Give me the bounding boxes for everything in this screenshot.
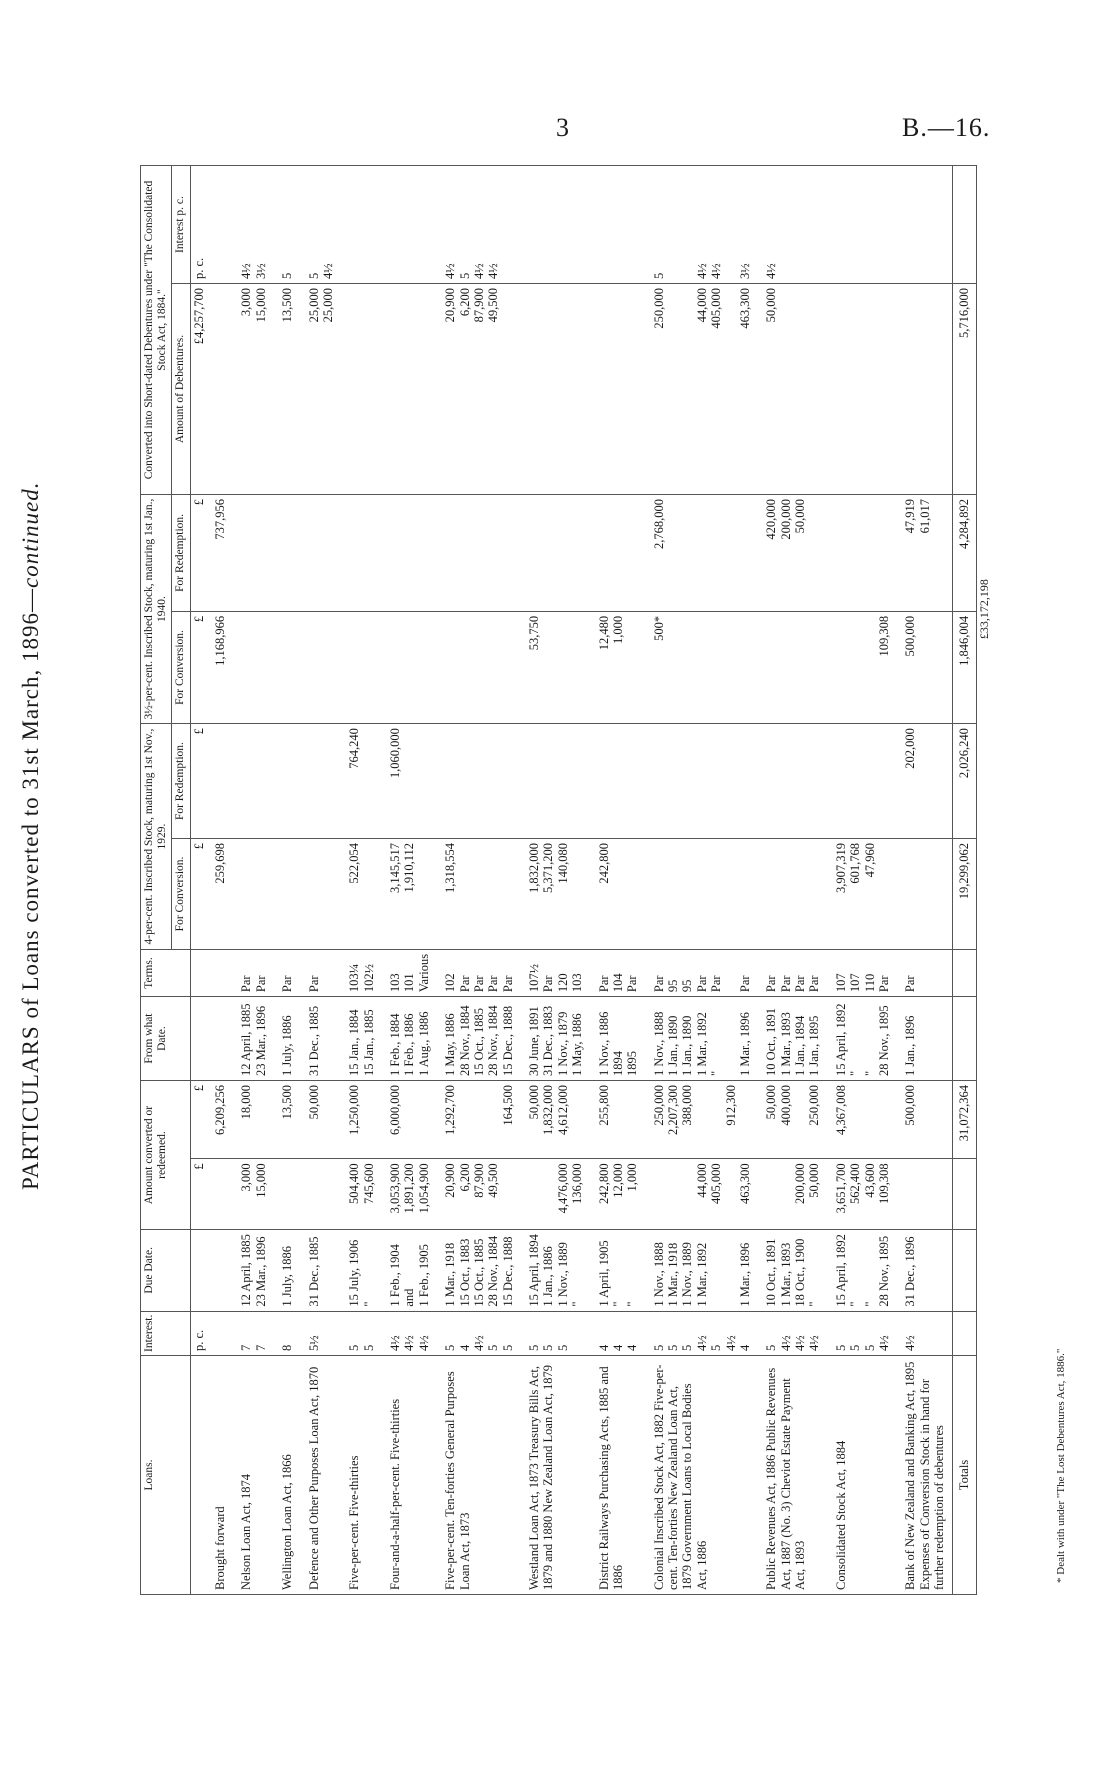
cell-deb: 13,500 (274, 284, 300, 495)
cell-int: 7 7 (233, 1311, 274, 1355)
cell-r35: 737,956 (207, 495, 233, 612)
cell-c35: 109,308 (828, 611, 898, 723)
title-suffix: continued. (18, 481, 43, 588)
cell-loan: Consolidated Stock Act, 1884 (828, 1356, 898, 1595)
cell-r35: 420,000 200,000 50,000 (758, 495, 828, 612)
col-35pc-redemption: For Redemption. (172, 495, 190, 612)
cell-terms: Par Par (233, 949, 274, 996)
footnote: * Dealt with under "The Lost Debentures Act, 1886." (1055, 1348, 1067, 1583)
cell-int: 5 5 (341, 1311, 382, 1355)
cell-r4 (758, 724, 828, 839)
col-interest: Interest. (141, 1311, 191, 1355)
cell-int: 5½ (301, 1311, 342, 1355)
cell-c4: 1,318,554 (437, 839, 521, 950)
cell-c4 (646, 839, 759, 950)
cell-int: 5 5 5 4½ 5 4½ 4 (646, 1311, 759, 1355)
cell-dint: 4½ 3½ (233, 166, 274, 284)
grand-total-row (976, 166, 992, 1595)
cell-due: 15 April, 1892 " " 28 Nov., 1895 (828, 1230, 898, 1312)
cell-loan: Brought forward (207, 1356, 233, 1595)
units-pc: p. c. (190, 166, 207, 284)
cell-dint: 5 4½ (301, 166, 342, 284)
cell-amt2: 255,800 (591, 1081, 646, 1159)
cell-from: 12 April, 1885 23 Mar., 1896 (233, 997, 274, 1081)
cell-r35 (233, 495, 274, 612)
units-cell (190, 1230, 207, 1312)
loans-table-area (140, 165, 1100, 1595)
col-due-date: Due Date. (141, 1230, 191, 1312)
cell-amt2: 13,500 (274, 1081, 300, 1159)
cell-terms: Par 95 95 Par Par Par (646, 949, 759, 996)
units-pound: £ (190, 839, 207, 950)
table-row (646, 166, 759, 1595)
cell-c4: 3,145,517 1,910,112 (382, 839, 437, 950)
cell-c35: 500,000 (897, 611, 953, 723)
cell-deb (207, 284, 233, 495)
table-row (521, 166, 591, 1595)
cell-dint: 5 (274, 166, 300, 284)
cell-amt1: 3,000 15,000 (233, 1159, 274, 1230)
cell-terms: Par (274, 949, 300, 996)
units-pound: £ (190, 1159, 207, 1230)
cell-int: 5 5 5 4½ (828, 1311, 898, 1355)
totals-cell (953, 1311, 976, 1355)
cell-deb: 25,000 25,000 (301, 284, 342, 495)
cell-r4: 202,000 (897, 724, 953, 839)
units-pound: £ (190, 611, 207, 723)
cell-from: 1 July, 1886 (274, 997, 300, 1081)
cell-int (207, 1311, 233, 1355)
cell-c35 (758, 611, 828, 723)
cell-c35: 53,750 (521, 611, 591, 723)
cell-amt2: 6,209,256 (207, 1081, 233, 1159)
totals-35pc-redemption: 4,284,892 (953, 495, 976, 612)
cell-due: 31 Dec., 1896 (897, 1230, 953, 1312)
cell-from: 31 Dec., 1885 (301, 997, 342, 1081)
units-first-debenture: £4,257,700 (190, 284, 207, 495)
totals-4pc-redemption: 2,026,240 (953, 724, 976, 839)
cell-due: 1 April, 1905 " " (591, 1230, 646, 1312)
cell-from: 1 Jan., 1896 (897, 997, 953, 1081)
totals-cell (953, 949, 976, 996)
cell-int: 5 4½ 4½ 4½ (758, 1311, 828, 1355)
cell-c4 (233, 839, 274, 950)
loans-table (140, 165, 993, 1595)
cell-c35 (301, 611, 342, 723)
cell-c35 (437, 611, 521, 723)
cell-c4: 242,800 (591, 839, 646, 950)
cell-r4: 764,240 (341, 724, 382, 839)
cell-dint: 4½ 5 4½ 4½ (437, 166, 521, 284)
cell-r4 (233, 724, 274, 839)
table-row (758, 166, 828, 1595)
totals-cell (953, 997, 976, 1081)
cell-c35 (382, 611, 437, 723)
cell-from: 1 Nov., 1888 1 Jan., 1890 1 Jan., 1890 1 Mar., 1892 " 1 Mar., 1896 (646, 997, 759, 1081)
units-pc: p. c. (190, 1311, 207, 1355)
cell-from: 15 Jan., 1884 15 Jan., 1885 (341, 997, 382, 1081)
cell-c35 (274, 611, 300, 723)
cell-loan: Defence and Other Purposes Loan Act, 1870 (301, 1356, 342, 1595)
table-row (382, 166, 437, 1595)
cell-due: 1 July, 1886 (274, 1230, 300, 1312)
totals-amount-converted: 31,072,364 (953, 1081, 976, 1159)
col-loans: Loans. (141, 1356, 191, 1595)
cell-deb (591, 284, 646, 495)
cell-c35: 1,168,966 (207, 611, 233, 723)
page-title (18, 481, 52, 1190)
table-row (897, 166, 953, 1595)
cell-c35: 12,480 1,000 (591, 611, 646, 723)
cell-terms: 107 107 110 Par (828, 949, 898, 996)
cell-due: 1 Nov., 1888 1 Mar., 1918 1 Nov., 1889 1 Mar., 1892 1 Mar., 1896 (646, 1230, 759, 1312)
cell-r4 (207, 724, 233, 839)
cell-from: 1 Feb., 1884 1 Feb., 1886 1 Aug., 1886 (382, 997, 437, 1081)
cell-terms: 103 101 Various (382, 949, 437, 996)
cell-dint (382, 166, 437, 284)
table-row (828, 166, 898, 1595)
cell-dint: 5 4½ 4½ 3½ (646, 166, 759, 284)
cell-amt2: 4,367,008 (828, 1081, 898, 1159)
units-row (190, 166, 207, 1595)
cell-from (207, 997, 233, 1081)
page-number: 3 (556, 113, 569, 142)
cell-int: 4 4 4 (591, 1311, 646, 1355)
cell-r35 (521, 495, 591, 612)
cell-amt2: 1,292,700 164,500 (437, 1081, 521, 1159)
cell-amt2: 500,000 (897, 1081, 953, 1159)
cell-amt2: 50,000 (301, 1081, 342, 1159)
cell-terms: Par (897, 949, 953, 996)
col-from-what-date: From what Date. (141, 997, 191, 1081)
grand-total-spacer (976, 724, 992, 1595)
cell-amt1 (897, 1159, 953, 1230)
cell-loan: Public Revenues Act, 1886 Public Revenues Act, 1887 (No. 3) Cheviot Estate Payment Act, 1893 (758, 1356, 828, 1595)
rotated-table (140, 165, 1100, 1595)
cell-amt1: 200,000 50,000 (758, 1159, 828, 1230)
cell-r35: 2,768,000 (646, 495, 759, 612)
cell-loan: Four-and-a-half-per-cent. Five-thirties (382, 1356, 437, 1595)
cell-terms: 107½ Par 120 103 (521, 949, 591, 996)
cell-c4 (897, 839, 953, 950)
cell-due: 15 July, 1906 " (341, 1230, 382, 1312)
units-cell (190, 1356, 207, 1595)
totals-cell (953, 166, 976, 284)
table-row (207, 166, 233, 1595)
cell-r4 (274, 724, 300, 839)
col-4pc-conversion: For Conversion. (172, 839, 190, 950)
cell-r35 (274, 495, 300, 612)
cell-deb (341, 284, 382, 495)
cell-c4: 3,907,319 601,768 47,960 (828, 839, 898, 950)
cell-dint (341, 166, 382, 284)
cell-amt1 (274, 1159, 300, 1230)
cell-r4 (646, 724, 759, 839)
cell-from: 1 May, 1886 28 Nov., 1884 15 Oct., 1885 28 Nov., 1884 15 Dec., 1888 (437, 997, 521, 1081)
cell-deb: 50,000 (758, 284, 828, 495)
cell-amt1: 3,651,700 562,400 43,600 109,308 (828, 1159, 898, 1230)
cell-loan: Westland Loan Act, 1873 Treasury Bills Act, 1879 and 1880 New Zealand Loan Act, 1879 (521, 1356, 591, 1595)
cell-r4 (301, 724, 342, 839)
col-4pc-redemption: For Redemption. (172, 724, 190, 839)
table-row (274, 166, 300, 1595)
table-row (591, 166, 646, 1595)
col-terms: Terms. (141, 949, 191, 996)
totals-35pc-conversion: 1,846,004 (953, 611, 976, 723)
cell-dint (521, 166, 591, 284)
cell-terms: Par (301, 949, 342, 996)
cell-amt2: 50,000 400,000 250,000 (758, 1081, 828, 1159)
units-pound: £ (190, 495, 207, 612)
cell-terms: 102 Par Par Par Par (437, 949, 521, 996)
cell-due: 10 Oct., 1891 1 Mar., 1893 18 Oct., 1900 " (758, 1230, 828, 1312)
cell-terms: 103¼ 102½ (341, 949, 382, 996)
cell-r4 (437, 724, 521, 839)
table-row (233, 166, 274, 1595)
units-pound: £ (190, 1081, 207, 1159)
col-amount-debentures: Amount of Debentures. (172, 284, 190, 495)
cell-r35 (341, 495, 382, 612)
cell-due (207, 1230, 233, 1312)
cell-loan: District Railways Purchasing Acts, 1885 and 1886 (591, 1356, 646, 1595)
cell-int: 4½ (897, 1311, 953, 1355)
cell-from: 15 April, 1892 " " 28 Nov., 1895 (828, 997, 898, 1081)
table-row (341, 166, 382, 1595)
table-row (301, 166, 342, 1595)
col-four-pc-group: 4-per-cent. Inscribed Stock, maturing 1st Nov., 1929. (141, 724, 172, 950)
cell-dint (828, 166, 898, 284)
cell-due: 12 April, 1885 23 Mar., 1896 (233, 1230, 274, 1312)
col-amount-converted: Amount converted or redeemed. (141, 1081, 191, 1230)
cell-deb: 250,000 44,000 405,000 463,300 (646, 284, 759, 495)
cell-r35: 47,919 61,017 (897, 495, 953, 612)
cell-dint (591, 166, 646, 284)
cell-amt2: 1,250,000 (341, 1081, 382, 1159)
cell-r4: 1,060,000 (382, 724, 437, 839)
cell-loan: Bank of New Zealand and Banking Act, 1895 Expenses of Conversion Stock in hand for further redemption of debentures (897, 1356, 953, 1595)
loan-rows (207, 166, 953, 1595)
cell-from: 10 Oct., 1891 1 Mar., 1893 1 Jan., 1894 1 Jan., 1895 (758, 997, 828, 1081)
cell-dint (897, 166, 953, 284)
cell-amt2: 18,000 (233, 1081, 274, 1159)
cell-amt2: 50,000 1,832,000 4,612,000 (521, 1081, 591, 1159)
cell-c35 (233, 611, 274, 723)
cell-c4 (758, 839, 828, 950)
cell-c4 (274, 839, 300, 950)
cell-loan: Colonial Inscribed Stock Act, 1882 Five-per-cent. Ten-forties New Zealand Loan Act, 1879 Government Loans to Local Bodies Act, 1886 (646, 1356, 759, 1595)
cell-r4 (828, 724, 898, 839)
cell-c4: 1,832,000 5,371,200 140,080 (521, 839, 591, 950)
cell-deb (382, 284, 437, 495)
cell-amt1 (207, 1159, 233, 1230)
cell-c35: 500* (646, 611, 759, 723)
cell-loan: Nelson Loan Act, 1874 (233, 1356, 274, 1595)
cell-loan: Five-per-cent. Ten-forties General Purposes Loan Act, 1873 (437, 1356, 521, 1595)
cell-terms: Par Par Par Par (758, 949, 828, 996)
cell-loan: Five-per-cent. Five-thirties (341, 1356, 382, 1595)
cell-int: 4½ 4½ 4½ (382, 1311, 437, 1355)
cell-deb (521, 284, 591, 495)
cell-r35 (828, 495, 898, 612)
cell-int: 8 (274, 1311, 300, 1355)
cell-amt1: 504,400 745,600 (341, 1159, 382, 1230)
cell-amt2: 250,000 2,207,300 388,000 912,300 (646, 1081, 759, 1159)
units-cell (190, 949, 207, 996)
cell-deb (897, 284, 953, 495)
cell-c4: 522,054 (341, 839, 382, 950)
cell-amt2: 6,000,000 (382, 1081, 437, 1159)
grand-total-spacer (976, 166, 992, 495)
title-text: PARTICULARS of Loans converted to 31st March, 1896— (18, 587, 43, 1190)
cell-loan: Wellington Loan Act, 1866 (274, 1356, 300, 1595)
totals-4pc-conversion: 19,299,062 (953, 839, 976, 950)
col-short-dated-group: Converted into Short-dated Debentures under "The Consolidated Stock Act, 1884." (141, 166, 172, 495)
totals-row (953, 166, 976, 1595)
cell-r4 (521, 724, 591, 839)
cell-terms: Par 104 Par (591, 949, 646, 996)
cell-due: 1 Mar., 1918 15 Oct., 1883 15 Oct., 1885 28 Nov., 1884 15 Dec., 1888 (437, 1230, 521, 1312)
col-debenture-interest: Interest p. c. (172, 166, 190, 284)
cell-due: 1 Feb., 1904 and 1 Feb., 1905 (382, 1230, 437, 1312)
cell-deb (828, 284, 898, 495)
units-pound: £ (190, 724, 207, 839)
cell-dint: 4½ (758, 166, 828, 284)
cell-deb: 20,900 6,200 87,900 49,500 (437, 284, 521, 495)
totals-cell (953, 1159, 976, 1230)
cell-c35 (341, 611, 382, 723)
cell-c4: 259,698 (207, 839, 233, 950)
cell-r35 (301, 495, 342, 612)
col-three-half-pc-group: 3½-per-cent. Inscribed Stock, maturing 1st Jan., 1940. (141, 495, 172, 724)
cell-terms (207, 949, 233, 996)
grand-total: £33,172,198 (976, 579, 991, 640)
cell-amt1 (301, 1159, 342, 1230)
cell-int: 5 5 5 (521, 1311, 591, 1355)
cell-from: 30 June, 1891 31 Dec., 1883 1 Nov., 1879 1 May, 1886 (521, 997, 591, 1081)
totals-debentures: 5,716,000 (953, 284, 976, 495)
cell-amt1: 4,476,000 136,000 (521, 1159, 591, 1230)
col-35pc-conversion: For Conversion. (172, 611, 190, 723)
table-row (437, 166, 521, 1595)
cell-dint (207, 166, 233, 284)
cell-due: 31 Dec., 1885 (301, 1230, 342, 1312)
totals-label: Totals (953, 1356, 976, 1595)
totals-cell (953, 1230, 976, 1312)
cell-from: 1 Nov., 1886 1894 1895 (591, 997, 646, 1081)
cell-amt1: 44,000 405,000 463,300 (646, 1159, 759, 1230)
cell-amt1: 242,800 12,000 1,000 (591, 1159, 646, 1230)
cell-int: 5 4 4½ 5 5 (437, 1311, 521, 1355)
cell-amt1: 20,900 6,200 87,900 49,500 (437, 1159, 521, 1230)
cell-r35 (382, 495, 437, 612)
cell-amt1: 3,053,900 1,891,200 1,054,900 (382, 1159, 437, 1230)
units-cell (190, 997, 207, 1081)
cell-r35 (437, 495, 521, 612)
cell-r35 (591, 495, 646, 612)
cell-r4 (591, 724, 646, 839)
cell-due: 15 April, 1894 1 Jan., 1886 1 Nov., 1889 " (521, 1230, 591, 1312)
cell-deb: 3,000 15,000 (233, 284, 274, 495)
paper-reference: B.—16. (902, 113, 991, 142)
cell-c4 (301, 839, 342, 950)
